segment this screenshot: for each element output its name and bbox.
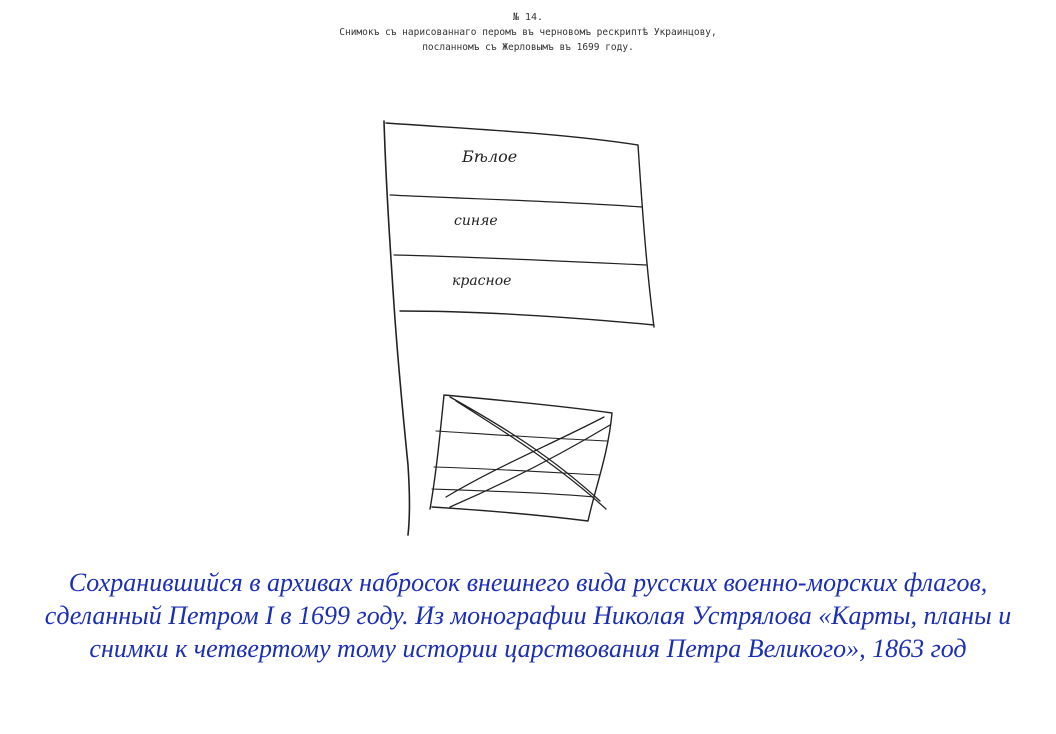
stripe-label-blue: синяе	[454, 213, 498, 229]
stripe-label-white: Бѣлое	[462, 147, 518, 166]
figure-number: № 14.	[512, 12, 544, 23]
stripe-divider-1	[390, 195, 642, 207]
header-line-2: посланномъ съ Жерловымъ въ 1699 году.	[422, 42, 634, 53]
stripe-divider-2	[394, 255, 646, 265]
caption: Сохранившийся в архивах набросок внешнего вида русских военно-морских флагов, сделанный Петром I в 1699 году. Из монографии Николая Устрялова «Карты, планы и снимки к четвертому тому истории царствования Петра Великого», 1863 год	[44, 568, 1012, 663]
document-header	[0, 10, 1056, 55]
saltire-cross	[446, 397, 610, 509]
stripe-label-red: красное	[452, 273, 512, 289]
flagpole	[384, 121, 410, 535]
header-line-1: Снимокъ съ нарисованнаго перомъ въ черновомъ рескриптѣ Украинцову,	[339, 27, 717, 38]
tricolor-flag-outline	[386, 123, 654, 327]
flag-sketch	[360, 105, 680, 545]
